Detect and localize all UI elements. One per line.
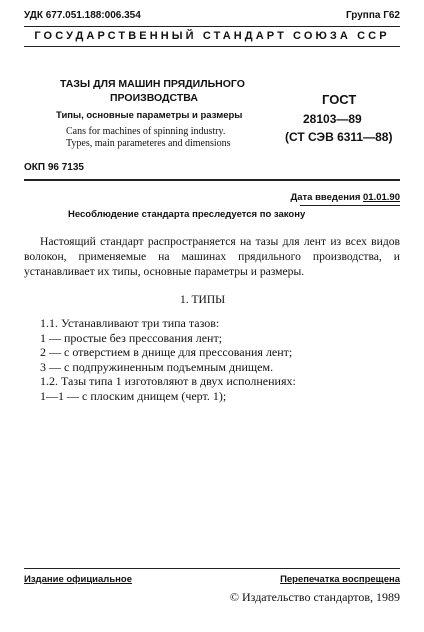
- effective-date-label: Дата введения: [290, 192, 361, 203]
- okp-code: ОКП 96 7135: [24, 162, 84, 173]
- title-line-1: ТАЗЫ ДЛЯ МАШИН ПРЯДИЛЬНОГО: [60, 78, 245, 90]
- subtitle-ru: Типы, основные параметры и размеры: [56, 110, 243, 121]
- header-rule-top: [24, 26, 400, 27]
- section-list: [40, 316, 296, 403]
- copyright: © Издательство стандартов, 1989: [229, 590, 400, 604]
- udk-code: УДК 677.051.188:006.354: [24, 10, 141, 21]
- title-block-rule: [24, 179, 400, 181]
- reprint-notice: Перепечатка воспрещена: [280, 574, 400, 585]
- intro-paragraph: Настоящий стандарт распространяется на тазы для лент из всех видов волокон, применяемые на машинах прядильного производства, и устанавливает их типы, основные параметры и размеры.: [24, 235, 400, 278]
- title-line-2: ПРОИЗВОДСТВА: [110, 92, 198, 104]
- list-item: 1.1. Устанавливают три типа тазов:: [40, 316, 220, 330]
- law-warning: Несоблюдение стандарта преследуется по закону: [68, 209, 306, 220]
- list-item: 2 — с отверстием в днище для прессования лент;: [40, 345, 293, 359]
- list-item: 1 — простые без прессования лент;: [40, 330, 223, 345]
- list-item: 1—1 — с плоским днищем (черт. 1);: [40, 388, 227, 403]
- subtitle-en-1: Cans for machines of spinning industry.: [66, 126, 226, 137]
- group-code: Группа Г62: [345, 10, 400, 21]
- gost-label: ГОСТ: [322, 92, 357, 107]
- list-item: 1.2. Тазы типа 1 изготовляют в двух исполнениях:: [40, 374, 296, 388]
- st-sev-number: (СТ СЭВ 6311—88): [285, 130, 393, 144]
- gost-number: 28103—89: [303, 112, 362, 126]
- footer-rule: [24, 568, 400, 569]
- section-heading: 1. ТИПЫ: [180, 294, 226, 306]
- effective-date: [290, 192, 400, 203]
- list-item: 3 — с подпружиненным подъемным днищем.: [40, 359, 274, 374]
- subtitle-en-2: Types, main parameteres and dimensions: [66, 138, 231, 149]
- standard-banner: ГОСУДАРСТВЕННЫЙ СТАНДАРТ СОЮЗА ССР: [34, 30, 390, 42]
- effective-date-value: 01.01.90: [363, 192, 400, 203]
- date-rule: [300, 205, 400, 206]
- header-rule-bottom: [24, 46, 400, 47]
- official-edition: Издание официальное: [24, 574, 132, 585]
